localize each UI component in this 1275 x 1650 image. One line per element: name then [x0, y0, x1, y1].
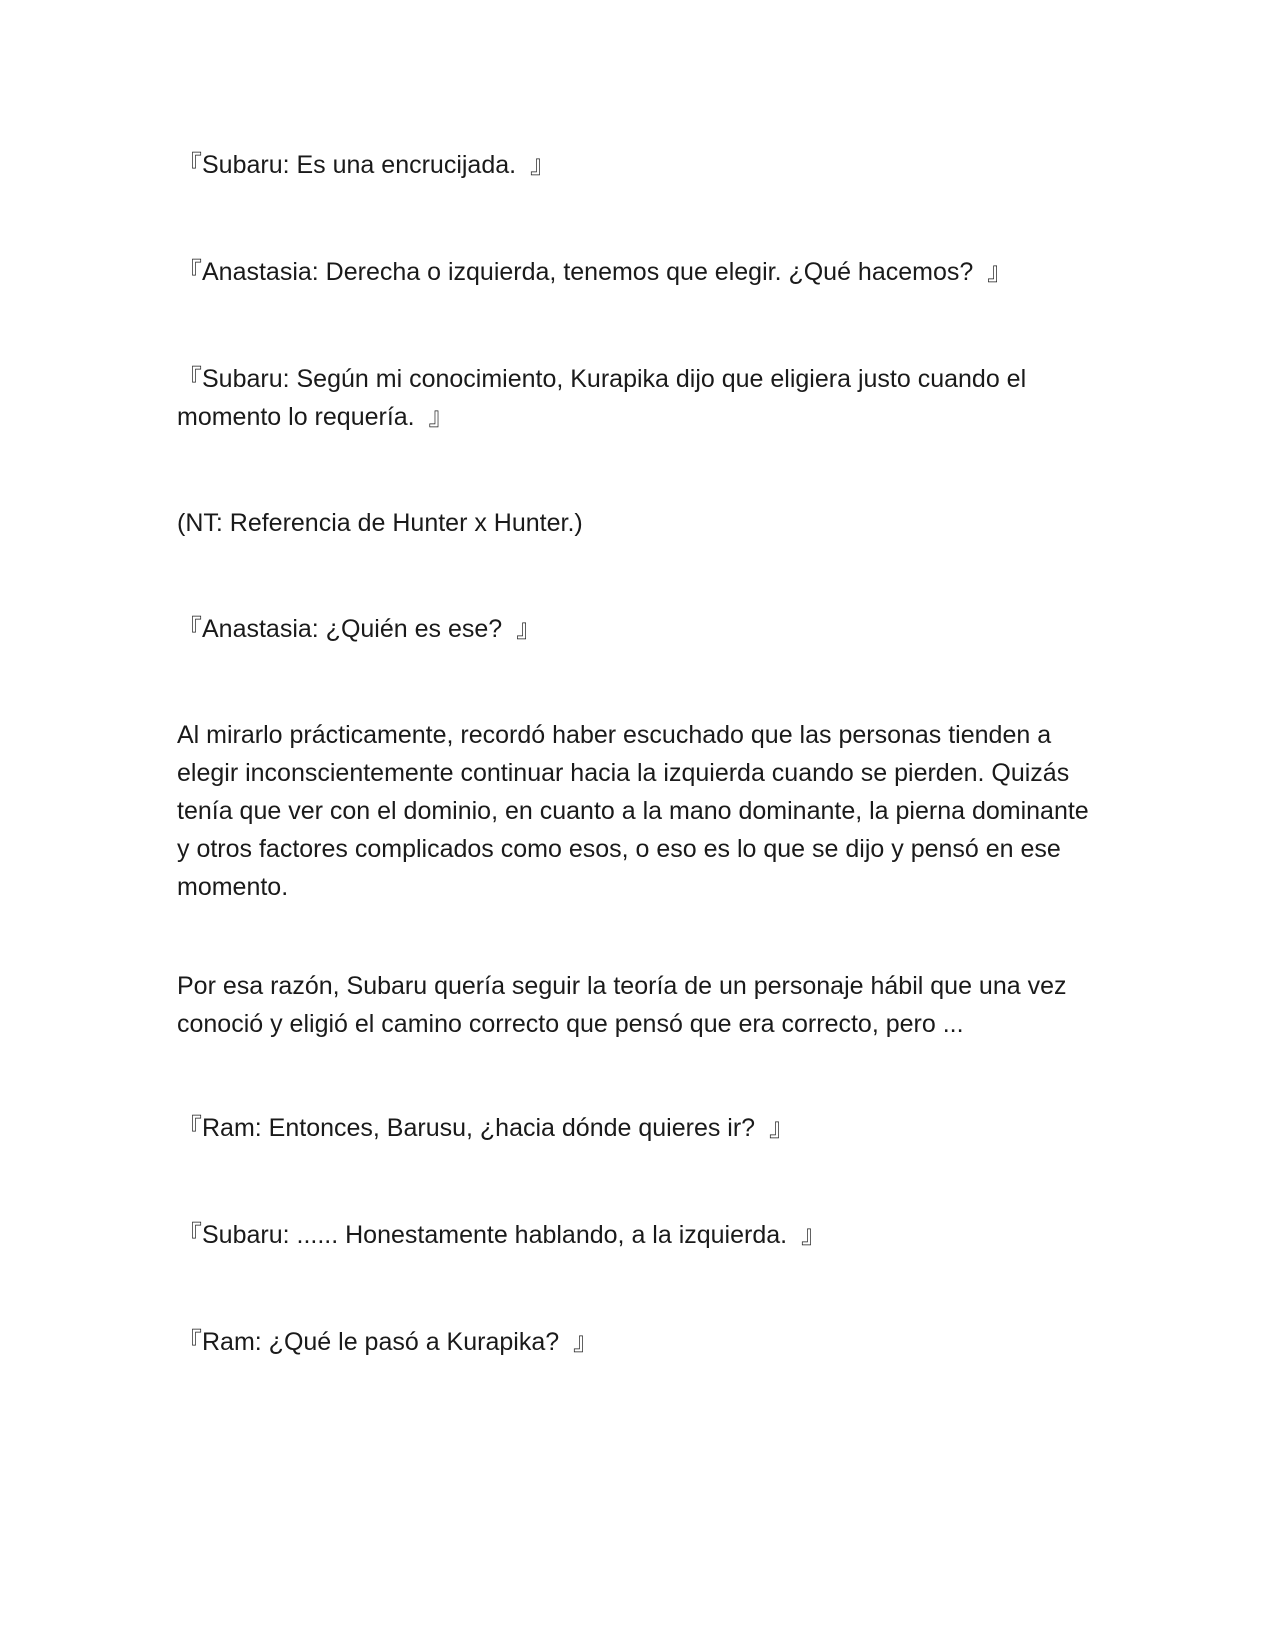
dialogue-subaru-1: 『Subaru: Es una encrucijada. 』	[177, 151, 555, 179]
dialogue-anastasia-2: 『Anastasia: ¿Quién es ese? 』	[177, 615, 542, 643]
narration-paragraph-1: Al mirarlo prácticamente, recordó haber escuchado que las personas tienden a elegir inconscientemente continuar hacia la izquierda cuando se pierden. Quizás tenía que ver con el dominio, en cuanto a la mano dominante, la pierna dominante y otros factores complicados como esos, o eso es lo que se dijo y pensó en ese momento.	[177, 721, 1089, 901]
dialogue-ram-2: 『Ram: ¿Qué le pasó a Kurapika? 』	[177, 1328, 599, 1356]
dialogue-subaru-2: 『Subaru: Según mi conocimiento, Kurapika dijo que eligiera justo cuando el momento lo requería. 』	[177, 365, 1034, 431]
dialogue-subaru-3: 『Subaru: ...... Honestamente hablando, a la izquierda. 』	[177, 1221, 826, 1249]
dialogue-anastasia-1: 『Anastasia: Derecha o izquierda, tenemos que elegir. ¿Qué hacemos? 』	[177, 258, 1013, 286]
dialogue-ram-1: 『Ram: Entonces, Barusu, ¿hacia dónde quieres ir? 』	[177, 1114, 794, 1142]
narration-paragraph-2: Por esa razón, Subaru quería seguir la teoría de un personaje hábil que una vez conoció y eligió el camino correcto que pensó que era correcto, pero ...	[177, 972, 1067, 1038]
translator-note: (NT: Referencia de Hunter x Hunter.)	[177, 509, 583, 537]
